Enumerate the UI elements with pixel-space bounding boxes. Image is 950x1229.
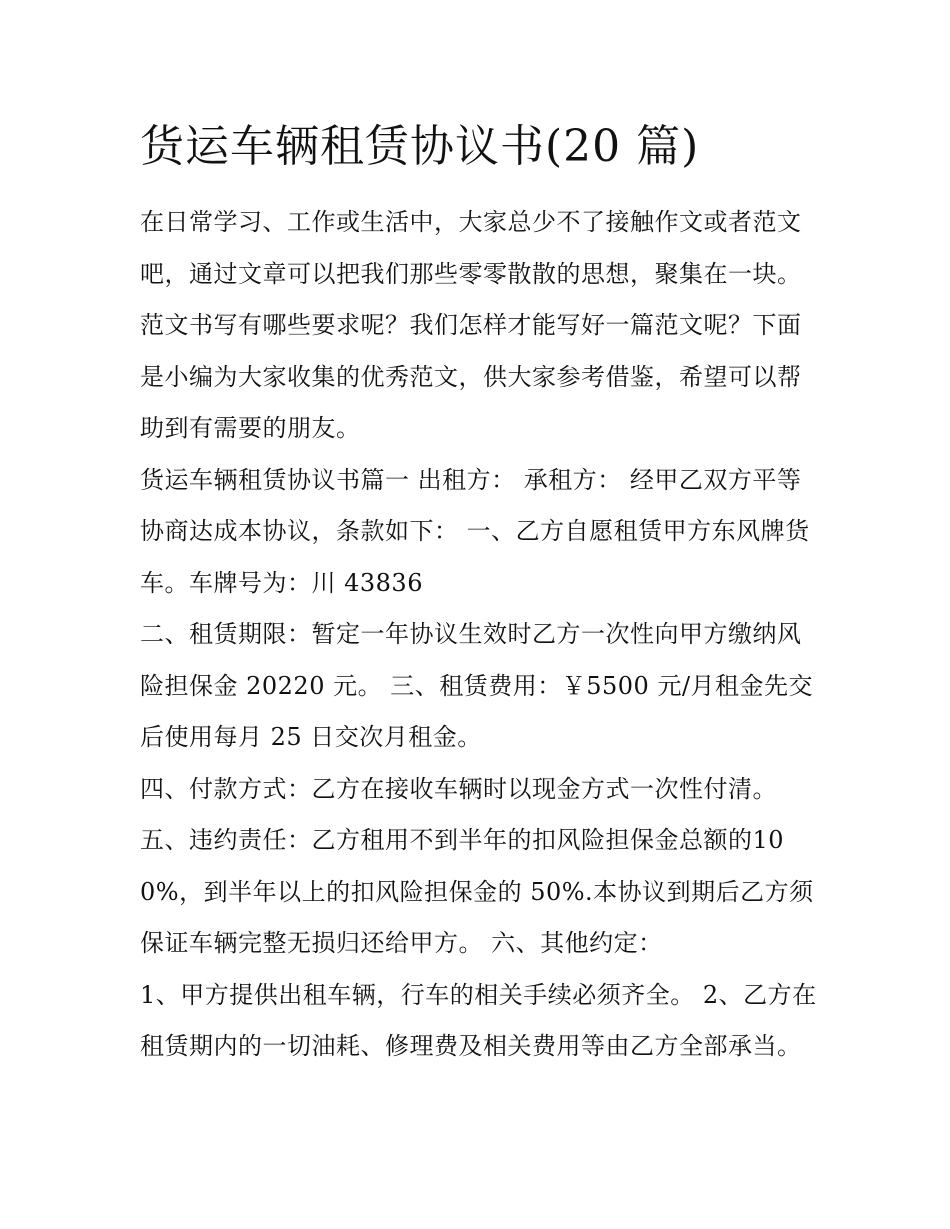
paragraph-article-2-3: 二、租赁期限：暂定一年协议生效时乙方一次性向甲方缴纳风险担保金 20220 元。 三、租赁费用：￥5500 元/月租金先交后使用每月 25 日交次月租金。 <box>140 620 814 751</box>
paragraph-other-terms: 1、甲方提供出租车辆，行车的相关手续必须齐全。 2、乙方在租赁期内的一切油耗、修理费及相关费用等由乙方全部承当。 <box>140 980 817 1060</box>
document-body <box>140 197 820 1073</box>
paragraph-intro: 在日常学习、工作或生活中，大家总少不了接触作文或者范文吧，通过文章可以把我们那些零零散散的思想，聚集在一块。范文书写有哪些要求呢？我们怎样才能写好一篇范文呢？下面是小编为大家收集的优秀范文，供大家参考借鉴，希望可以帮助到有需要的朋友。 <box>140 208 802 442</box>
document-title: 货运车辆租赁协议书(20 篇) <box>140 121 700 172</box>
paragraph-article-1: 货运车辆租赁协议书篇一 出租方： 承租方： 经甲乙双方平等协商达成本协议，条款如下： 一、乙方自愿租赁甲方东风牌货车。车牌号为：川 43836 <box>140 465 810 597</box>
paragraph-article-5-6: 五、违约责任：乙方租用不到半年的扣风险担保金总额的100%，到半年以上的扣风险担保金的 50%.本协议到期后乙方须保证车辆完整无损归还给甲方。 六、其他约定： <box>140 826 814 957</box>
paragraph-article-4: 四、付款方式：乙方在接收车辆时以现金方式一次性付清。 <box>140 774 777 803</box>
